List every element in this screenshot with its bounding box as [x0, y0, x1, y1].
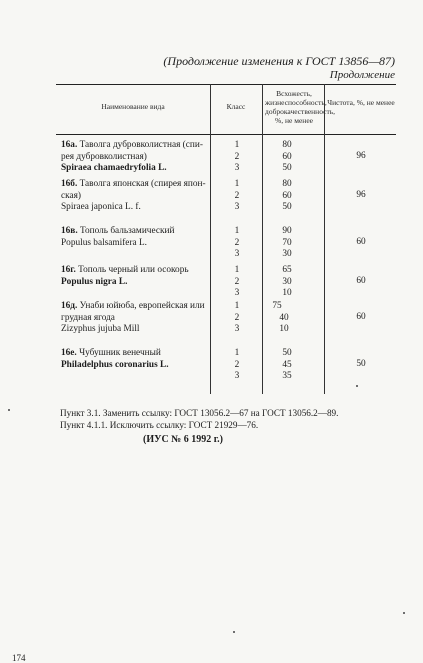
- class-values: [222, 179, 252, 214]
- class-values: [222, 226, 252, 261]
- germination-values: [270, 265, 304, 300]
- class-values: [222, 140, 252, 175]
- germination-values: [260, 301, 294, 336]
- class-value: 1: [234, 179, 240, 189]
- species-name: Тополь бальзамический: [79, 226, 175, 236]
- table-row: [61, 179, 211, 214]
- germination-value: 35: [282, 371, 292, 381]
- class-value: 1: [234, 348, 240, 358]
- germination-value: 60: [282, 151, 292, 162]
- class-values: [222, 265, 252, 300]
- class-value: 1: [234, 265, 240, 275]
- latin-name: Zizyphus jujuba Mill: [61, 324, 140, 334]
- table-row: [61, 140, 211, 175]
- class-value: 3: [234, 202, 240, 212]
- germination-value: 50: [282, 202, 292, 212]
- table-row: [61, 301, 211, 336]
- continuation-label: Продолжение: [329, 69, 395, 81]
- germination-value: 70: [282, 237, 292, 248]
- table-row: [61, 348, 211, 371]
- class-value: 3: [234, 288, 240, 298]
- species-name-continued: рея дубровколистная): [61, 151, 147, 162]
- latin-name: Philadelphus coronarius L.: [61, 359, 169, 370]
- class-value: 1: [234, 301, 240, 311]
- latin-name: Populus balsamifera L.: [61, 237, 147, 248]
- note-paragraph: Пункт 4.1.1. Исключить ссылку: ГОСТ 21929—76.: [60, 420, 259, 430]
- germination-values: [270, 140, 304, 175]
- germination-value: 90: [282, 226, 292, 236]
- germination-value: 45: [282, 359, 292, 370]
- column-divider: [262, 84, 263, 394]
- germination-value: 40: [279, 312, 289, 323]
- purity-value: 50: [356, 359, 366, 369]
- species-name: Чубушник венечный: [79, 348, 161, 358]
- purity-value: 96: [356, 190, 366, 200]
- purity-value: 60: [356, 276, 366, 286]
- change-notes: [60, 407, 410, 431]
- scan-speck: [356, 385, 358, 387]
- germination-values: [270, 226, 304, 261]
- germination-values: [270, 348, 304, 383]
- column-header-germination: Всхожесть, жизнеспособность, доброкачественность, %, не менее: [265, 89, 336, 125]
- latin-name: Populus nigra L.: [61, 276, 128, 287]
- class-value: 2: [234, 312, 240, 323]
- column-header-purity: Чистота, %, не менее: [327, 98, 395, 107]
- page-number: 174: [12, 653, 26, 663]
- row-number: 16б.: [61, 179, 78, 189]
- scan-speck: [403, 612, 405, 614]
- species-name: Таволга японская (спирея япон-: [79, 179, 206, 189]
- row-number: 16е.: [61, 348, 77, 358]
- seed-quality-table: [56, 84, 396, 394]
- class-values: [222, 301, 252, 336]
- class-value: 3: [234, 371, 240, 381]
- table-top-rule: [56, 84, 396, 85]
- germination-value: 50: [282, 163, 292, 173]
- species-name: Тополь черный или осокорь: [78, 265, 189, 275]
- germination-value: 30: [282, 249, 292, 259]
- species-name-continued: ская): [61, 190, 82, 201]
- species-name: Унаби юйюба, европейская или: [79, 301, 205, 311]
- germination-value: 50: [282, 348, 292, 358]
- class-value: 2: [234, 276, 240, 287]
- row-number: 16г.: [61, 265, 76, 275]
- germination-values: [270, 179, 304, 214]
- row-number: 16д.: [61, 301, 78, 311]
- table-header-rule: [56, 134, 396, 135]
- class-value: 1: [234, 226, 240, 236]
- latin-name: Spiraea japonica L. f.: [61, 202, 141, 212]
- column-header-name: Наименование вида: [101, 102, 165, 111]
- row-number: 16в.: [61, 226, 78, 236]
- purity-value: 96: [356, 151, 366, 161]
- purity-value: 60: [356, 237, 366, 247]
- class-value: 2: [234, 151, 240, 162]
- class-value: 3: [234, 324, 240, 334]
- class-value: 3: [234, 163, 240, 173]
- species-name: Таволга дубровколистная (спи-: [79, 140, 203, 150]
- class-value: 2: [234, 359, 240, 370]
- continuation-header: (Продолжение изменения к ГОСТ 13856—87): [163, 54, 395, 68]
- class-values: [222, 348, 252, 383]
- purity-value: 60: [356, 312, 366, 322]
- class-value: 1: [234, 140, 240, 150]
- column-divider: [324, 84, 325, 394]
- germination-value: 80: [282, 140, 292, 150]
- species-name-continued: грудная ягода: [61, 312, 115, 323]
- class-value: 3: [234, 249, 240, 259]
- column-header-class: Класс: [226, 102, 246, 111]
- scan-speck: [8, 409, 10, 411]
- table-row: [61, 226, 211, 249]
- publication-reference: (ИУС № 6 1992 г.): [143, 434, 223, 445]
- table-row: [61, 265, 211, 288]
- scan-speck: [233, 631, 235, 633]
- class-value: 2: [234, 237, 240, 248]
- germination-value: 60: [282, 190, 292, 201]
- germination-value: 30: [282, 276, 292, 287]
- germination-value: 10: [279, 324, 289, 334]
- germination-value: 65: [282, 265, 292, 275]
- latin-name: Spiraea chamaedryfolia L.: [61, 163, 167, 173]
- note-paragraph: Пункт 3.1. Заменить ссылку: ГОСТ 13056.2—67 на ГОСТ 13056.2—89.: [60, 408, 339, 418]
- class-value: 2: [234, 190, 240, 201]
- row-number: 16а.: [61, 140, 78, 150]
- germination-value: 10: [282, 288, 292, 298]
- germination-value: 75: [272, 301, 282, 311]
- germination-value: 80: [282, 179, 292, 189]
